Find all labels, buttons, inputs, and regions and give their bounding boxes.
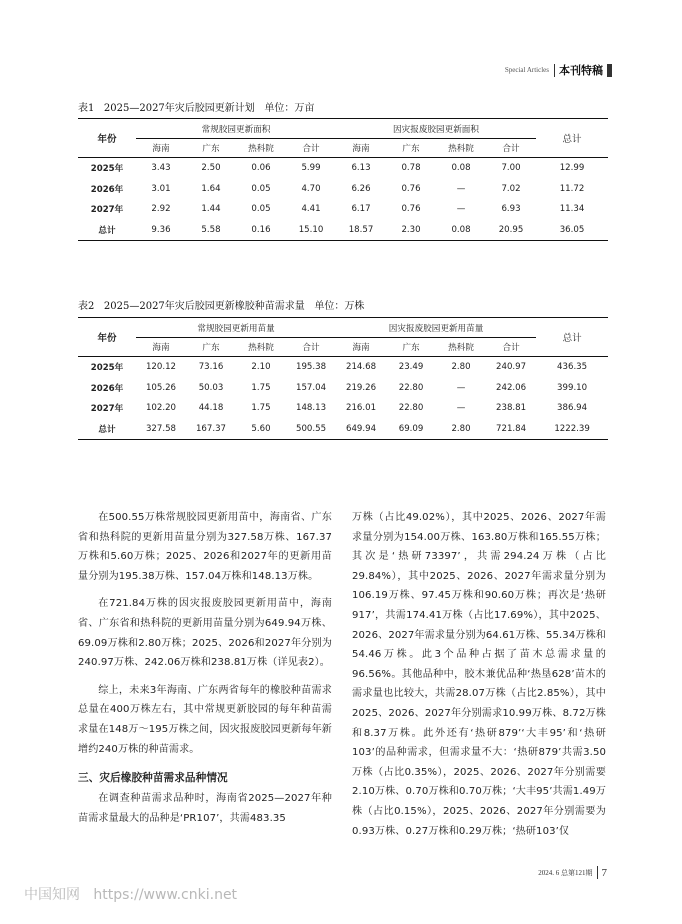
table-cell: — xyxy=(456,403,466,414)
table-cell: 5.60 xyxy=(236,419,286,440)
table-cell: 23.49 xyxy=(386,357,436,378)
table-cell: 327.58 xyxy=(136,419,186,440)
table2-sub-header: 热科院 xyxy=(448,343,474,353)
table-cell: — xyxy=(456,204,466,215)
row-label: 总计 xyxy=(78,419,136,440)
table-row xyxy=(78,199,608,220)
table2-sub-header: 热科院 xyxy=(248,343,274,353)
table-cell: 219.26 xyxy=(346,382,377,393)
table-row xyxy=(78,158,608,179)
table-cell: 12.99 xyxy=(536,158,608,179)
table-cell: 1.44 xyxy=(201,204,221,215)
header-marker xyxy=(607,64,612,77)
table-cell: — xyxy=(456,183,466,194)
table-cell: 44.18 xyxy=(198,403,224,414)
table-cell: 9.36 xyxy=(136,220,186,241)
row-label: 2026年 xyxy=(90,184,124,195)
table-cell: 2.80 xyxy=(436,357,486,378)
table-cell: 0.08 xyxy=(436,158,486,179)
table-cell: 6.93 xyxy=(501,204,521,215)
table-cell: 1222.39 xyxy=(536,419,608,440)
page-footer xyxy=(538,866,607,879)
section-label-zh: 本刊特稿 xyxy=(559,64,603,77)
table-cell: 500.55 xyxy=(286,419,336,440)
table-cell: 167.37 xyxy=(186,419,236,440)
table-cell: 18.57 xyxy=(336,220,386,241)
table-cell: 4.41 xyxy=(301,204,321,215)
table-cell: 0.78 xyxy=(386,158,436,179)
table2-sub-header: 海南 xyxy=(152,343,170,353)
table-cell: 69.09 xyxy=(386,419,436,440)
table1-sub-header: 合计 xyxy=(502,144,520,154)
paragraph: 在调查种苗需求品种时，海南省2025—2027年种苗需求量最大的品种是‘PR107’，共需483.35 xyxy=(78,793,332,824)
table-cell: 6.13 xyxy=(336,158,386,179)
header-divider xyxy=(554,64,555,77)
table-cell: 7.00 xyxy=(486,158,536,179)
table-cell: 0.08 xyxy=(436,220,486,241)
table-cell: — xyxy=(456,382,466,393)
table1-sub-header: 热科院 xyxy=(248,144,274,154)
table1-sub-header: 合计 xyxy=(302,144,320,154)
table-cell: 1.75 xyxy=(251,403,271,414)
table1-group-regular: 常规胶园更新面积 xyxy=(136,119,336,139)
table-cell: 5.99 xyxy=(286,158,336,179)
table2-group-regular: 常规胶园更新用苗量 xyxy=(136,318,336,338)
section-label-en: Special Articles xyxy=(504,66,549,74)
table-cell: 0.16 xyxy=(236,220,286,241)
footer-divider xyxy=(597,866,598,879)
table-cell: 102.20 xyxy=(145,403,177,414)
table-row xyxy=(78,378,608,399)
table-cell: 721.84 xyxy=(486,419,536,440)
table1 xyxy=(78,118,608,241)
table1-total-header: 总计 xyxy=(536,119,608,158)
table2-sub-header: 广东 xyxy=(202,343,220,353)
table2-sub-header: 广东 xyxy=(402,343,420,353)
table-cell: 6.17 xyxy=(351,204,371,215)
table1-group-disaster: 因灾报废胶园更新面积 xyxy=(336,119,536,139)
section-heading: 三、灾后橡胶种苗需求品种情况 xyxy=(78,772,228,785)
table-cell: 105.26 xyxy=(145,382,177,393)
table-cell: 238.81 xyxy=(496,403,527,414)
table2-sub-header: 海南 xyxy=(352,343,370,353)
table-cell: 50.03 xyxy=(198,382,224,393)
table-cell: 2.80 xyxy=(436,419,486,440)
table-cell: 1.75 xyxy=(251,382,271,393)
row-label: 2025年 xyxy=(78,357,136,378)
table2-sub-header: 合计 xyxy=(502,343,520,353)
table2-year-header: 年份 xyxy=(78,318,136,357)
page-number: 7 xyxy=(601,866,607,879)
row-label: 2027年 xyxy=(90,404,124,415)
watermark: 中国知网 https://www.cnki.net xyxy=(24,887,238,903)
table1-year-header: 年份 xyxy=(78,119,136,158)
paragraph: 在500.55万株常规胶园更新用苗中，海南省、广东省和热科院的更新用苗量分别为327.58万株、167.37万株和5.60万株；2025、2026和2027年的更新用苗量分别为195.38万株、157.04万株和148.13万株。 xyxy=(78,512,332,582)
table-cell: 3.43 xyxy=(136,158,186,179)
table1-sub-header: 广东 xyxy=(402,144,420,154)
table-cell: 157.04 xyxy=(295,382,327,393)
table2-caption: 表2 2025—2027年灾后胶园更新橡胶种苗需求量 单位：万株 xyxy=(78,301,365,312)
table-cell: 3.01 xyxy=(151,183,171,194)
table-row xyxy=(78,357,608,378)
table-row xyxy=(78,179,608,200)
table-cell: 20.95 xyxy=(486,220,536,241)
table-cell: 2.92 xyxy=(151,204,171,215)
table-cell: 195.38 xyxy=(286,357,336,378)
row-label: 总计 xyxy=(78,220,136,241)
table-cell: 73.16 xyxy=(186,357,236,378)
table2 xyxy=(78,317,608,440)
table1-sub-header: 海南 xyxy=(152,144,170,154)
row-label: 2026年 xyxy=(90,383,124,394)
table-cell: 0.76 xyxy=(401,204,421,215)
body-left-column xyxy=(78,508,332,828)
table1-sub-header: 热科院 xyxy=(448,144,474,154)
table-cell: 36.05 xyxy=(536,220,608,241)
row-label: 2025年 xyxy=(78,158,136,179)
table-row xyxy=(78,220,608,241)
table-cell: 4.70 xyxy=(301,183,321,194)
table-cell: 2.10 xyxy=(236,357,286,378)
table2-total-header: 总计 xyxy=(536,318,608,357)
table-cell: 120.12 xyxy=(136,357,186,378)
table-cell: 399.10 xyxy=(557,382,588,393)
paragraph: 万株（占比49.02%），其中2025、2026、2027年需求量分别为154.00万株、163.80万株和165.55万株；其次是‘热研73397’，共需294.24万株（占比29.84%），其中2025、2026、2027年需求量分别为106.19万株、97.45万株和90.60万株；再次是‘热研917’，共需174.41万株（占比17.69%），其中2025、2026、2027年需求量分别为64.61万株、55.34万株和54.46万株。此3个品种占据了苗木总需求量的96.56%。其他品种中，胶木兼优品种‘热垦628’苗木的需求量也比较大，共需28.07万株（占比2.85%），其中2025、2026、2027年分别需求10.99万株、8.72万株和8.37万株。此外还有‘热研879’‘大丰95’和‘热研103’的品种需求，但需求量不大：‘热研879’共需3.50万株（占比0.35%），2025、2026、2027年分别需要2.10万株、0.70万株和0.70万株；‘大丰95’共需1.49万株（占比0.15%），2025、2026、2027年分别需要为0.93万株、0.27万株和0.29万株；‘热研103’仅 xyxy=(352,512,606,837)
table-cell: 5.58 xyxy=(186,220,236,241)
row-label: 2027年 xyxy=(90,205,124,216)
table-cell: 11.72 xyxy=(559,183,585,194)
table1-sub-header: 广东 xyxy=(202,144,220,154)
table-cell: 0.76 xyxy=(401,183,421,194)
table-cell: 1.64 xyxy=(201,183,221,194)
paragraph: 在721.84万株的因灾报废胶园更新用苗中，海南省、广东省和热科院的更新用苗量分别为649.94万株、69.09万株和2.80万株；2025、2026和2027年分别为240.97万株、242.06万株和238.81万株（详见表2）。 xyxy=(78,598,332,669)
table-cell: 386.94 xyxy=(557,403,588,414)
table-cell: 6.26 xyxy=(351,183,371,194)
table-cell: 11.34 xyxy=(559,204,585,215)
table-cell: 436.35 xyxy=(536,357,608,378)
table-cell: 0.06 xyxy=(236,158,286,179)
table-cell: 22.80 xyxy=(398,382,424,393)
table-cell: 242.06 xyxy=(496,382,527,393)
table2-group-disaster: 因灾报废胶园更新用苗量 xyxy=(336,318,536,338)
body-right-column xyxy=(352,508,606,841)
table-cell: 214.68 xyxy=(336,357,386,378)
paragraph: 综上，未来3年海南、广东两省每年的橡胶种苗需求总量在400万株左右，其中常规更新胶园的每年种苗需求量在148万～195万株之间，因灾报废胶园更新每年新增约240万株的种苗需求。 xyxy=(78,684,332,755)
table-cell: 2.50 xyxy=(186,158,236,179)
table-cell: 7.02 xyxy=(501,183,521,194)
table1-sub-header: 海南 xyxy=(352,144,370,154)
table-cell: 0.05 xyxy=(251,183,271,194)
table-row xyxy=(78,419,608,440)
table-cell: 22.80 xyxy=(398,403,424,414)
table-cell: 216.01 xyxy=(346,403,377,414)
table-cell: 15.10 xyxy=(286,220,336,241)
table-cell: 2.30 xyxy=(386,220,436,241)
table-cell: 240.97 xyxy=(486,357,536,378)
issue-label: 2024. 6 总第121期 xyxy=(538,868,593,877)
table-cell: 649.94 xyxy=(336,419,386,440)
table-cell: 0.05 xyxy=(251,204,271,215)
table-cell: 148.13 xyxy=(295,403,327,414)
table-row xyxy=(78,398,608,419)
section-header xyxy=(505,62,612,78)
table2-sub-header: 合计 xyxy=(302,343,320,353)
table1-caption: 表1 2025—2027年灾后胶园更新计划 单位：万亩 xyxy=(78,103,315,114)
